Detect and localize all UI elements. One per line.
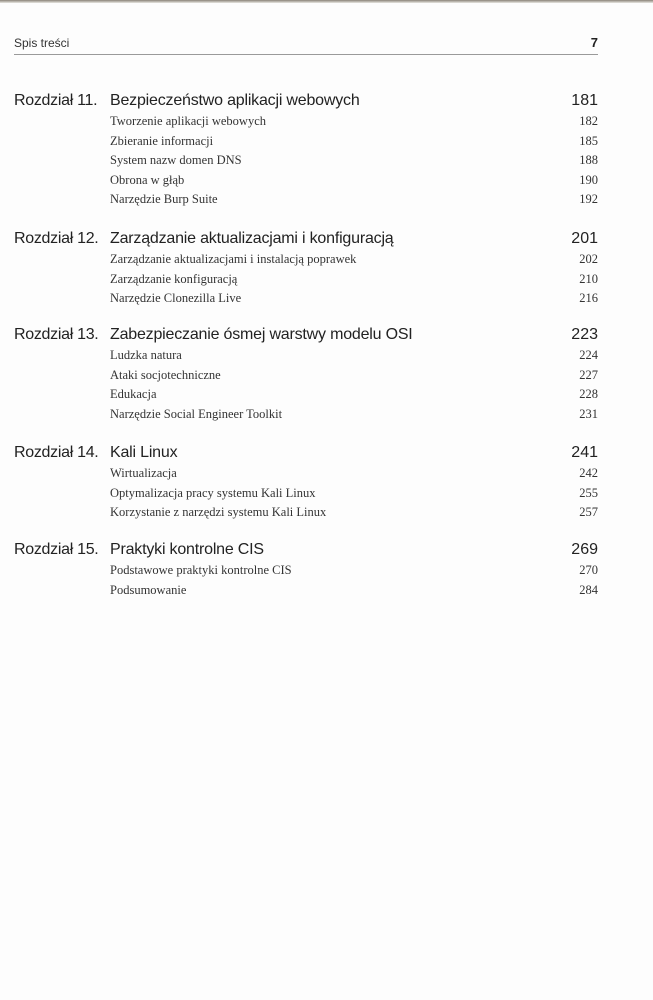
chapter-page-number: 223 xyxy=(571,326,598,343)
chapter-title: Zabezpieczanie ósmej warstwy modelu OSI xyxy=(110,326,413,343)
section-title: Optymalizacja pracy systemu Kali Linux xyxy=(110,485,316,500)
chapter-page-number: 181 xyxy=(571,92,598,109)
section-row xyxy=(14,252,598,272)
chapter-page-number: 241 xyxy=(571,444,598,461)
section-page-number: 270 xyxy=(579,563,598,577)
section-page-number: 188 xyxy=(579,153,598,168)
page-top-edge xyxy=(0,0,653,3)
chapter-row xyxy=(14,92,598,114)
section-title: Zarządzanie aktualizacjami i instalacją poprawek xyxy=(110,252,357,266)
section-page-number: 228 xyxy=(579,387,598,402)
chapter-title: Kali Linux xyxy=(110,444,178,461)
section-page-number: 255 xyxy=(579,485,598,500)
section-row xyxy=(14,134,598,154)
section-page-number: 224 xyxy=(579,348,598,362)
section-row xyxy=(14,291,598,311)
section-row xyxy=(14,486,598,506)
section-row xyxy=(14,173,598,193)
section-title: Narzędzie Social Engineer Toolkit xyxy=(110,406,283,421)
toc-chapter xyxy=(14,326,598,426)
section-page-number: 231 xyxy=(579,406,598,421)
toc-chapter xyxy=(14,230,598,311)
running-header xyxy=(14,36,598,55)
chapter-title: Praktyki kontrolne CIS xyxy=(110,541,264,558)
section-row xyxy=(14,466,598,486)
toc-chapter xyxy=(14,444,598,525)
section-page-number: 192 xyxy=(579,192,598,207)
section-page-number: 227 xyxy=(579,367,598,382)
toc-chapter xyxy=(14,92,598,212)
section-title: Wirtualizacja xyxy=(110,466,177,480)
header-title: Spis treści xyxy=(14,36,70,50)
section-title: Podsumowanie xyxy=(110,582,187,597)
section-title: Tworzenie aplikacji webowych xyxy=(110,114,267,128)
section-page-number: 182 xyxy=(579,114,598,128)
section-title: Obrona w głąb xyxy=(110,172,185,187)
chapter-number: Rozdział 12. xyxy=(14,230,99,247)
chapter-page-number: 201 xyxy=(571,230,598,247)
section-title: Narzędzie Clonezilla Live xyxy=(110,291,242,306)
section-page-number: 242 xyxy=(579,466,598,480)
section-title: Narzędzie Burp Suite xyxy=(110,192,218,207)
chapter-row xyxy=(14,326,598,348)
section-page-number: 284 xyxy=(579,582,598,597)
chapter-number: Rozdział 13. xyxy=(14,326,99,343)
section-title: Edukacja xyxy=(110,387,157,402)
chapter-title: Bezpieczeństwo aplikacji webowych xyxy=(110,92,360,109)
chapter-title: Zarządzanie aktualizacjami i konfiguracją xyxy=(110,230,394,247)
section-row xyxy=(14,368,598,388)
section-row xyxy=(14,114,598,134)
chapter-page-number: 269 xyxy=(571,541,598,558)
section-row xyxy=(14,407,598,427)
section-page-number: 257 xyxy=(579,505,598,520)
section-row xyxy=(14,272,598,292)
chapter-number: Rozdział 11. xyxy=(14,92,98,109)
section-row xyxy=(14,192,598,212)
section-row xyxy=(14,387,598,407)
chapter-number: Rozdział 14. xyxy=(14,444,99,461)
section-row xyxy=(14,505,598,525)
section-title: Ludzka natura xyxy=(110,348,182,362)
section-page-number: 185 xyxy=(579,133,598,148)
toc-chapter xyxy=(14,541,598,602)
header-page-number: 7 xyxy=(590,35,598,50)
chapter-row xyxy=(14,541,598,563)
section-title: Korzystanie z narzędzi systemu Kali Linux xyxy=(110,505,327,520)
section-row xyxy=(14,348,598,368)
section-row xyxy=(14,153,598,173)
section-title: Zarządzanie konfiguracją xyxy=(110,271,238,286)
chapter-row xyxy=(14,230,598,252)
chapter-number: Rozdział 15. xyxy=(14,541,99,558)
section-page-number: 190 xyxy=(579,172,598,187)
section-row xyxy=(14,563,598,583)
section-title: System nazw domen DNS xyxy=(110,153,242,168)
section-row xyxy=(14,583,598,603)
section-title: Podstawowe praktyki kontrolne CIS xyxy=(110,563,292,577)
section-title: Zbieranie informacji xyxy=(110,133,214,148)
section-page-number: 210 xyxy=(579,271,598,286)
section-page-number: 216 xyxy=(579,291,598,306)
section-page-number: 202 xyxy=(579,252,598,266)
section-title: Ataki socjotechniczne xyxy=(110,367,221,382)
chapter-row xyxy=(14,444,598,466)
